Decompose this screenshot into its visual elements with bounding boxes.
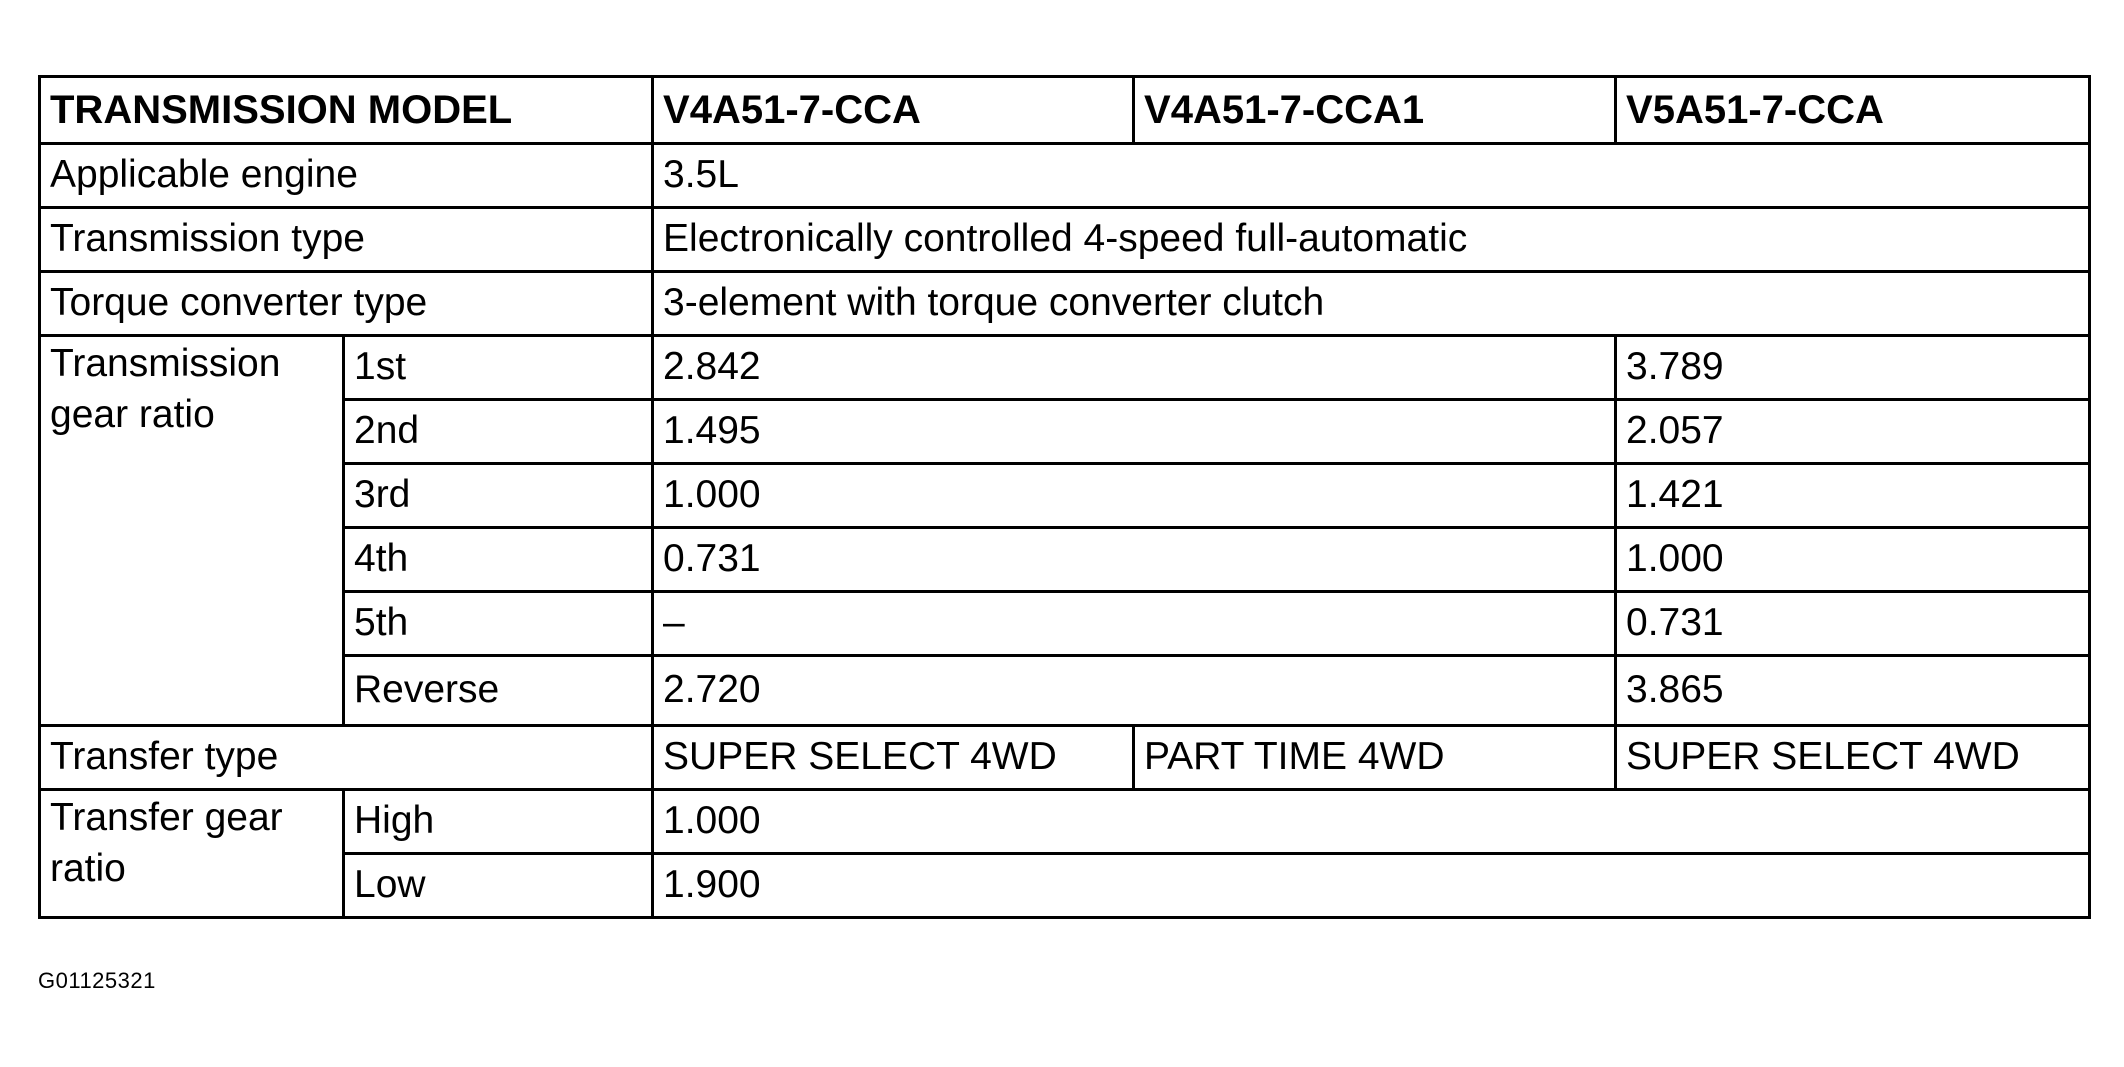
gear-ratio-row bbox=[40, 336, 2090, 400]
transfer-ratio-row bbox=[40, 790, 2090, 854]
gear-ratio-v4: 1.000 bbox=[653, 464, 1616, 528]
gear-ratio-row bbox=[40, 656, 2090, 726]
gear-name: 4th bbox=[344, 528, 653, 592]
transmission-gear-ratio-label: Transmission gear ratio bbox=[40, 336, 344, 726]
gear-ratio-v4: – bbox=[653, 592, 1616, 656]
gear-ratio-v4: 2.842 bbox=[653, 336, 1616, 400]
model-v5a51-7-cca: V5A51-7-CCA bbox=[1616, 77, 2090, 144]
transfer-gear-ratio-label: Transfer gear ratio bbox=[40, 790, 344, 918]
gear-ratio-row bbox=[40, 592, 2090, 656]
torque-converter-label: Torque converter type bbox=[40, 272, 653, 336]
figure-code: G01125321 bbox=[38, 968, 156, 993]
transmission-model-heading: TRANSMISSION MODEL bbox=[40, 77, 653, 144]
transfer-range-name: High bbox=[344, 790, 653, 854]
applicable-engine-value: 3.5L bbox=[653, 144, 2090, 208]
transfer-type-label: Transfer type bbox=[40, 726, 653, 790]
transfer-ratio-value: 1.900 bbox=[653, 854, 2090, 918]
gear-name: Reverse bbox=[344, 656, 653, 726]
transfer-range-name: Low bbox=[344, 854, 653, 918]
transmission-type-value: Electronically controlled 4-speed full-automatic bbox=[653, 208, 2090, 272]
header-row bbox=[40, 77, 2090, 144]
gear-ratio-v4: 1.495 bbox=[653, 400, 1616, 464]
model-v4a51-7-cca: V4A51-7-CCA bbox=[653, 77, 1134, 144]
torque-converter-value: 3-element with torque converter clutch bbox=[653, 272, 2090, 336]
transfer-type-row bbox=[40, 726, 2090, 790]
gear-ratio-row bbox=[40, 400, 2090, 464]
gear-name: 1st bbox=[344, 336, 653, 400]
gear-ratio-v5: 2.057 bbox=[1616, 400, 2090, 464]
gear-ratio-row bbox=[40, 528, 2090, 592]
model-v4a51-7-cca1: V4A51-7-CCA1 bbox=[1134, 77, 1616, 144]
gear-ratio-v5: 1.421 bbox=[1616, 464, 2090, 528]
transfer-type-value: PART TIME 4WD bbox=[1134, 726, 1616, 790]
gear-ratio-v5: 3.789 bbox=[1616, 336, 2090, 400]
transfer-type-value: SUPER SELECT 4WD bbox=[1616, 726, 2090, 790]
gear-name: 2nd bbox=[344, 400, 653, 464]
gear-ratio-v4: 2.720 bbox=[653, 656, 1616, 726]
transfer-ratio-row bbox=[40, 854, 2090, 918]
applicable-engine-row bbox=[40, 144, 2090, 208]
torque-converter-row bbox=[40, 272, 2090, 336]
gear-ratio-v5: 1.000 bbox=[1616, 528, 2090, 592]
gear-ratio-v5: 3.865 bbox=[1616, 656, 2090, 726]
gear-ratio-v5: 0.731 bbox=[1616, 592, 2090, 656]
transfer-type-value: SUPER SELECT 4WD bbox=[653, 726, 1134, 790]
gear-name: 5th bbox=[344, 592, 653, 656]
applicable-engine-label: Applicable engine bbox=[40, 144, 653, 208]
gear-name: 3rd bbox=[344, 464, 653, 528]
transmission-type-row bbox=[40, 208, 2090, 272]
transmission-type-label: Transmission type bbox=[40, 208, 653, 272]
transfer-ratio-value: 1.000 bbox=[653, 790, 2090, 854]
gear-ratio-row bbox=[40, 464, 2090, 528]
transmission-spec-table bbox=[38, 75, 2091, 919]
gear-ratio-v4: 0.731 bbox=[653, 528, 1616, 592]
